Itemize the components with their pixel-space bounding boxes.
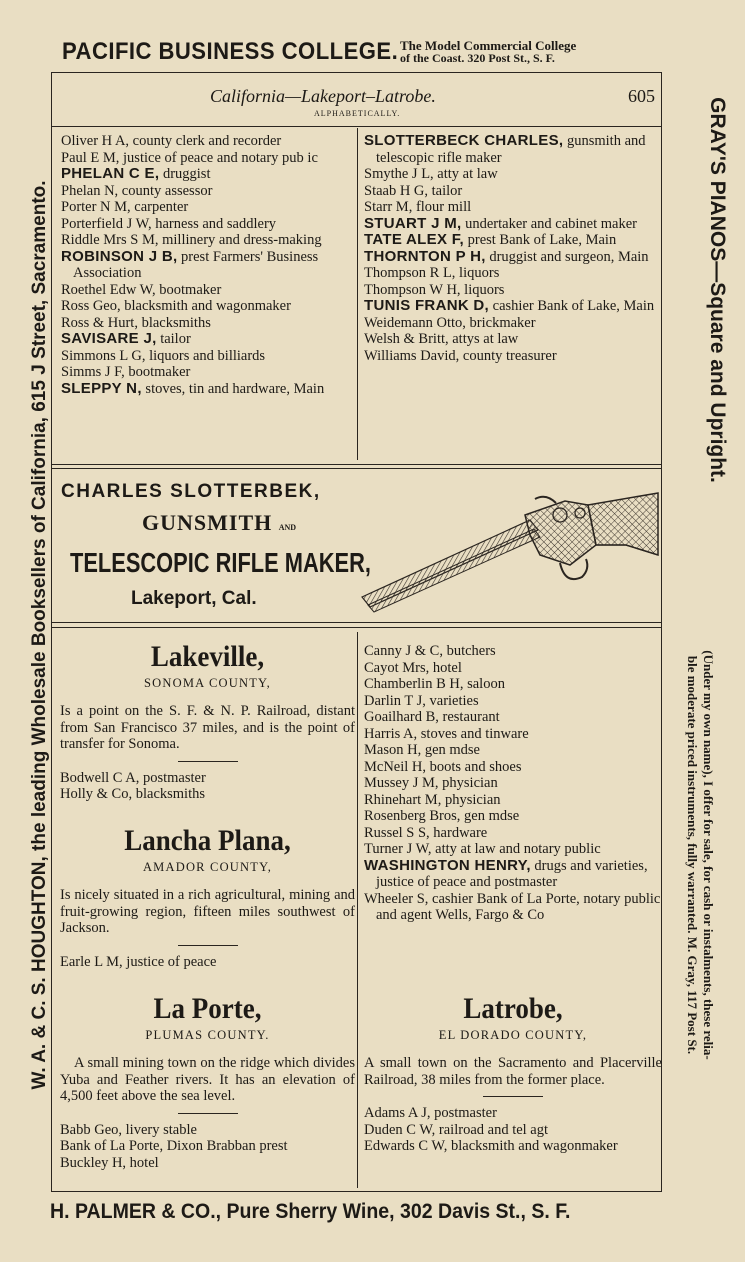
advert-location: Lakeport, Cal. [131, 588, 257, 609]
listing-entry [61, 232, 356, 249]
listing-entry [364, 232, 662, 249]
listing-entry [364, 133, 662, 166]
listing-entry [364, 298, 662, 315]
listing-entry [364, 166, 662, 183]
listing-entry-text: Goailhard B, restaurant [364, 709, 500, 725]
town-name-lancha-plana: Lancha Plana, [124, 824, 291, 857]
lancha-plana-entries [60, 954, 355, 971]
listing-entry [61, 348, 356, 365]
listing-entry-text: Phelan N, county assessor [61, 182, 213, 199]
alphabetically-label: ALPHABETICALLY. [314, 109, 401, 118]
listing-entry-text: Mussey J M, physician [364, 775, 498, 791]
listing-entry-text: Welsh & Britt, attys at law [364, 331, 519, 347]
listing-entry [364, 709, 662, 726]
listing-entry-text: Weidemann Otto, brickmaker [364, 314, 536, 331]
listing-entry-text: Oliver H A, county clerk and recorder [61, 133, 282, 149]
listing-entry-text: prest Bank of Lake, Main [464, 232, 617, 248]
listing-entry-text: Mason H, gen mdse [364, 742, 480, 758]
page-number: 605 [628, 86, 655, 106]
advert-name: CHARLES SLOTTERBEK, [61, 481, 321, 502]
listing-entry-text: Cayot Mrs, hotel [364, 659, 462, 676]
listing-entry [364, 808, 662, 825]
la-porte-description: A small mining town on the ridge which divides Yuba and Feather rivers. It has an elevation of 4,500 feet above the sea level. [60, 1055, 355, 1104]
town-name-latrobe: Latrobe, [463, 992, 563, 1025]
listing-entry [364, 891, 662, 924]
advert-rifle-maker: TELESCOPIC RIFLE MAKER, [70, 547, 371, 578]
listing-entry-text: Rhinehart M, physician [364, 791, 501, 808]
listing-entry [61, 282, 356, 299]
bottom-advertisement [50, 1200, 670, 1234]
listing-entry-name: TUNIS FRANK D, [364, 297, 490, 314]
listing-entry [61, 364, 356, 381]
listing-entry [61, 199, 356, 216]
listing-entry-text: druggist and surgeon, Main [485, 248, 649, 265]
top-advertisement [62, 36, 682, 72]
listing-entry [364, 249, 662, 266]
listing-entry-name: PHELAN C E, [61, 165, 160, 182]
listing-entry-text: gunsmith and telescopic rifle maker [376, 133, 646, 166]
listing-entry [364, 199, 662, 216]
listing-entry-name: SAVISARE J, [61, 330, 157, 347]
listing-entry-name: STUART J M, [364, 214, 462, 232]
advert-trade: GUNSMITH AND [142, 510, 297, 535]
listing-entry [61, 315, 356, 332]
listing-entry-text: Roethel Edw W, bootmaker [61, 281, 222, 298]
listing-entry-text: Harris A, stoves and tinware [364, 725, 529, 742]
advert-rule-top-2 [52, 468, 661, 469]
listing-entry [364, 792, 662, 809]
lancha-plana-section [60, 824, 355, 970]
listing-entry [364, 348, 662, 365]
right-ad-subtext [684, 515, 716, 1195]
lakeville-entries [60, 770, 355, 803]
listing-entry: Buckley H, hotel [60, 1154, 159, 1171]
latrobe-section [364, 992, 662, 1155]
listing-entry-text: undertaker and cabinet maker [461, 215, 637, 232]
listing-entry: Bank of La Porte, Dixon Brabban prest [60, 1138, 288, 1154]
listing-entry [61, 183, 356, 200]
bottom-ad-text: H. PALMER & CO., Pure Sherry Wine, 302 Davis St., S. F. [50, 1200, 571, 1223]
section-rule [178, 1113, 238, 1114]
header-rule [52, 126, 661, 127]
listing-entry-text: Starr M, flour mill [364, 199, 472, 215]
listing-entry-text: Thompson R L, liquors [364, 265, 500, 281]
listing-entry-text: cashier Bank of Lake, Main [489, 298, 655, 314]
listing-entry: Adams A J, postmaster [364, 1105, 497, 1121]
la-porte-entries [60, 1122, 355, 1172]
top-ad-line1: The Model Commercial College [400, 38, 577, 53]
lakeville-section [60, 640, 355, 803]
listing-entry-text: stoves, tin and hardware, Main [141, 380, 325, 397]
shotgun-illustration [360, 485, 660, 615]
listing-entry-text: Russel S S, hardware [364, 824, 488, 841]
listing-entry [364, 315, 662, 332]
column-divider-top [357, 128, 358, 460]
listing-entry [364, 841, 662, 858]
listing-entry-text: Paul E M, justice of peace and notary pub ic [61, 149, 318, 166]
listing-entry-text: prest Farmers' Business Association [73, 248, 319, 281]
listing-entry: Babb Geo, livery stable [60, 1121, 197, 1138]
listing-entry-name: WASHINGTON HENRY, [364, 856, 531, 874]
slotterbek-advertisement [52, 473, 662, 621]
listing-entry: Earle L M, justice of peace [60, 953, 217, 970]
listing-entry-text: McNeil H, boots and shoes [364, 758, 522, 775]
town-name-la-porte: La Porte, [153, 992, 262, 1025]
listing-entry-text: Darlin T J, varieties [364, 692, 479, 709]
advert-rule-bottom [52, 622, 661, 623]
listing-entry-text: Staab H G, tailor [364, 182, 463, 199]
listing-entry-text: Porterfield J W, harness and saddlery [61, 215, 277, 232]
latrobe-entries [364, 1105, 662, 1155]
page-header-title: California—Lakeport–Latrobe. [210, 86, 436, 106]
listing-entry-text: Porter N M, carpenter [61, 199, 189, 215]
listing-entry [364, 676, 662, 693]
advert-rule-top [52, 464, 661, 465]
la-porte-continued-listing [364, 643, 662, 924]
listing-entry: Edwards C W, blacksmith and wagonmaker [364, 1138, 618, 1154]
listing-entry: Duden C W, railroad and tel agt [364, 1121, 549, 1138]
listing-entry-text: Smythe J L, atty at law [364, 166, 498, 182]
listing-entry-text: Simms J F, bootmaker [61, 364, 191, 380]
listing-entry [364, 759, 662, 776]
listing-entry-text: Canny J & C, butchers [364, 643, 496, 659]
county-plumas: PLUMAS COUNTY. [145, 1028, 270, 1042]
listing-entry: Holly & Co, blacksmiths [60, 786, 205, 802]
listing-entry [364, 216, 662, 233]
listing-entry [61, 331, 356, 348]
latrobe-description: A small town on the Sacramento and Placerville Railroad, 38 miles from the former place. [364, 1055, 662, 1088]
top-ad-subtext [400, 40, 576, 64]
listing-entry [364, 331, 662, 348]
column-divider-bottom [357, 632, 358, 1188]
listing-entry-text: Simmons L G, liquors and billiards [61, 347, 266, 364]
county-el-dorado: EL DORADO COUNTY, [438, 1028, 588, 1042]
listing-entry [364, 726, 662, 743]
right-ad-line2: ble moderate priced instruments, fully warranted. M. Gray, 117 Post St. [685, 655, 700, 1055]
listing-entry-text: Ross & Hurt, blacksmiths [61, 314, 211, 331]
listing-entry-name: TATE ALEX F, [364, 231, 464, 248]
lancha-plana-description: Is nicely situated in a rich agricultural, mining and fruit-growing region, fifteen miles southwest of Jackson. [60, 887, 355, 936]
listing-entry-text: Turner J W, atty at law and notary public [364, 841, 601, 857]
right-margin-advertisement [672, 90, 734, 1200]
listing-entry [61, 133, 356, 150]
listing-entry [364, 183, 662, 200]
left-ad-text: W. A. & C. S. HOUGHTON, the leading Wholesale Booksellers of California, 615 J Street, Sacramento. [29, 180, 50, 1090]
listing-entry-text: Wheeler S, cashier Bank of La Porte, notary public and agent Wells, Fargo & Co [364, 890, 661, 923]
listing-entry-text: druggist [159, 166, 211, 182]
listing-entry [61, 166, 356, 183]
county-sonoma: SONOMA COUNTY, [143, 676, 271, 690]
listing-entry [364, 265, 662, 282]
listing-entry [61, 249, 356, 282]
advert-rule-bottom-2 [52, 627, 661, 628]
county-amador: AMADOR COUNTY, [142, 860, 273, 874]
listing-entry [364, 858, 662, 891]
listing-entry [364, 825, 662, 842]
listing-entry-text: Chamberlin B H, saloon [364, 676, 505, 692]
lakeville-description: Is a point on the S. F. & N. P. Railroad, distant from San Francisco 37 miles, and is the point of transfer for Sonoma. [60, 703, 355, 752]
listing-entry-text: drugs and varieties, justice of peace and postmaster [376, 857, 648, 890]
top-ad-line2: of the Coast. 320 Post St., S. F. [400, 51, 555, 65]
section-rule [178, 761, 238, 762]
listing-entry [61, 381, 356, 398]
listing-entry [364, 693, 662, 710]
listing-entry-name: THORNTON P H, [364, 247, 486, 265]
listing-entry [364, 742, 662, 759]
la-porte-section [60, 992, 355, 1171]
section-rule [178, 945, 238, 946]
listing-entry [364, 643, 662, 660]
section-rule [483, 1096, 543, 1097]
listing-entry-text: tailor [156, 331, 191, 347]
listing-entry [364, 775, 662, 792]
listing-entry-text: Thompson W H, liquors [364, 281, 505, 298]
town-name-lakeville: Lakeville, [150, 640, 265, 673]
listing-entry [364, 660, 662, 677]
listing-entry-text: Riddle Mrs S M, millinery and dress-making [61, 232, 322, 248]
listing-entry [364, 282, 662, 299]
listing-entry-name: SLEPPY N, [61, 379, 142, 397]
listing-entry: Bodwell C A, postmaster [60, 769, 206, 786]
right-ad-main: GRAY'S PIANOS—Square and Upright. [706, 97, 729, 483]
listing-entry [61, 216, 356, 233]
listing-entry [61, 150, 356, 167]
listing-entry-text: Rosenberg Bros, gen mdse [364, 808, 520, 824]
listing-column-left [61, 133, 356, 397]
listing-entry-name: SLOTTERBECK CHARLES, [364, 132, 564, 149]
top-ad-main: PACIFIC BUSINESS COLLEGE. [62, 38, 399, 65]
listing-entry [61, 298, 356, 315]
listing-entry-name: ROBINSON J B, [61, 247, 178, 265]
listing-entry-text: Ross Geo, blacksmith and wagonmaker [61, 298, 291, 314]
listing-entry-text: Williams David, county treasurer [364, 347, 557, 364]
listing-column-right [364, 133, 662, 364]
right-ad-line1: (Under my own name), I offer for sale, for cash or instalments, these relia- [701, 650, 716, 1060]
